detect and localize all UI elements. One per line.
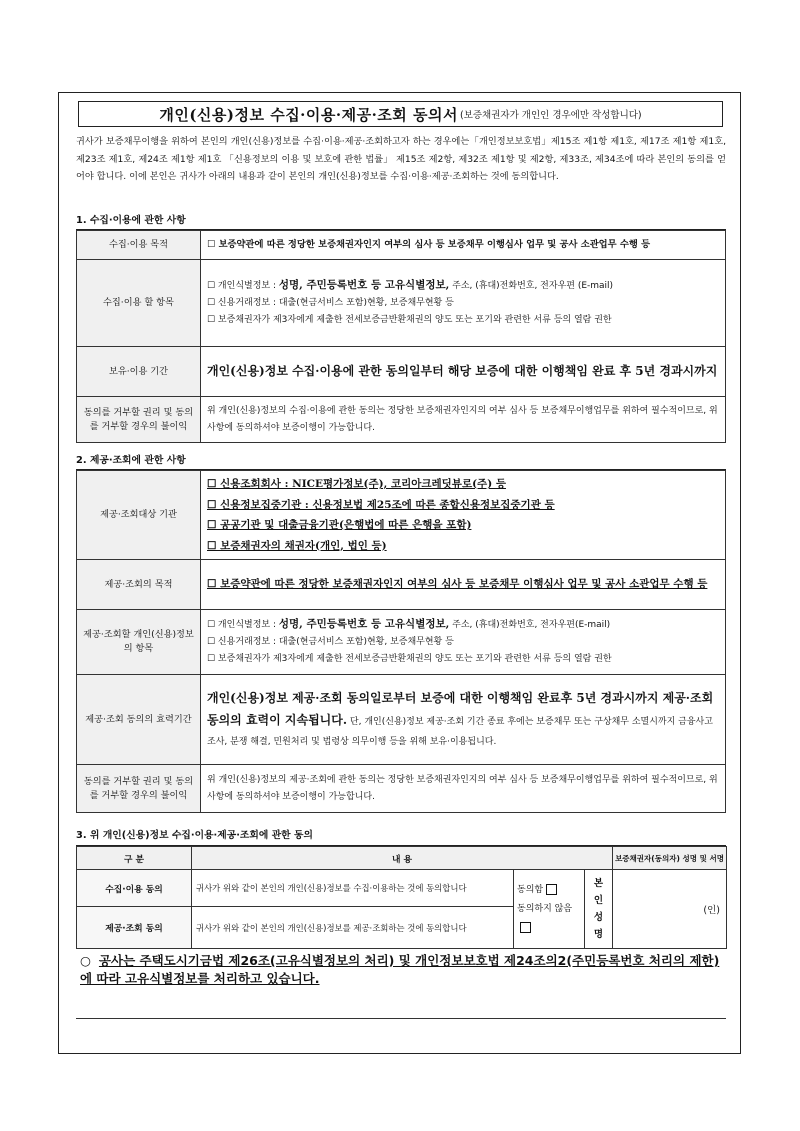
consent-header-category: 구 분 bbox=[77, 847, 192, 870]
s2-institution-1: ☐ 신용조회회사 : NICE평가정보(주), 코리아크레딧뷰로(주) 등 bbox=[207, 478, 506, 490]
section3-heading: 3. 위 개인(신용)정보 수집·이용·제공·조회에 관한 동의 bbox=[76, 830, 313, 841]
disagree-checkbox[interactable] bbox=[520, 922, 531, 933]
s1-refusal-label: 동의를 거부할 권리 및 동의를 거부할 경우의 불이익 bbox=[77, 397, 201, 443]
s2-institution-4: ☐ 보증채권자의 채권자(개인, 법인 등) bbox=[207, 539, 387, 552]
s2-items-content bbox=[201, 610, 726, 675]
s2-items-line3: ☐ 보증채권자가 제3자에게 제출한 전세보증금반환채권의 양도 또는 포기와 관련한 서류 등의 열람 권한 bbox=[207, 654, 612, 664]
s2-effect-text: 개인(신용)정보 제공·조회 동의일로부터 보증에 대한 이행책임 완료후 5년 경과시까지 제공·조회 동의의 효력이 지속됩니다. 단, 개인(신용)정보 제공·조회 기간 종료 후에는 보증채무 또는 구상채무 소멸시까지 금융사고 조사, 분쟁 해결, 민원처리 및 법령상 의무이행 등을 위해 보유·이용됩니다. bbox=[201, 675, 726, 765]
s2-purpose-text: ☐ 보증약관에 따른 정당한 보증채권자인지 여부의 심사 등 보증채무 이행심사 업무 및 공사 소관업무 수행 등 bbox=[201, 560, 726, 610]
person-name-label: 본인성명 bbox=[585, 870, 613, 949]
document-title bbox=[78, 101, 723, 127]
s1-items-line1: ☐ 개인식별정보 : 성명, 주민등록번호 등 고유식별정보, 주소, (휴대)전화번호, 전자우편 (E-mail) bbox=[207, 279, 614, 291]
seal-mark: (인) bbox=[703, 905, 720, 916]
s1-items-line3: ☐ 보증채권자가 제3자에게 제출한 전세보증금반환채권의 양도 또는 포기와 관련한 서류 등의 열람 권한 bbox=[207, 315, 612, 325]
s2-institution-2: ☐ 신용정보집중기관 : 신용정보법 제25조에 따른 종합신용정보집중기관 등 bbox=[207, 498, 555, 511]
consent-row2-label: 제공·조회 동의 bbox=[77, 907, 192, 949]
s2-institution-3: ☐ 공공기관 및 대출금융기관(은행법에 따른 은행을 포함) bbox=[207, 519, 472, 531]
title-subtitle: (보증채권자가 개인인 경우에만 작성합니다) bbox=[459, 110, 642, 121]
agree-checkbox[interactable] bbox=[546, 884, 557, 895]
s1-retention-label: 보유·이용 기간 bbox=[77, 347, 201, 397]
section1-heading: 1. 수집·이용에 관한 사항 bbox=[76, 215, 186, 226]
section2-table bbox=[76, 470, 726, 813]
notice-text: 공사는 주택도시기금법 제26조(고유식별정보의 처리) 및 개인정보보호법 제24조의2(주민등록번호 처리의 제한)에 따라 고유식별정보를 처리하고 있습니다. bbox=[80, 953, 720, 986]
consent-table bbox=[76, 846, 727, 949]
s2-items-line1: ☐ 개인식별정보 : 성명, 주민등록번호 등 고유식별정보, 주소, (휴대)전화번호, 전자우편(E-mail) bbox=[207, 618, 611, 630]
notice-bullet: ○ bbox=[80, 953, 91, 968]
s1-items-content bbox=[201, 260, 726, 347]
consent-row1-text: 귀사가 위와 같이 본인의 개인(신용)정보를 수집·이용하는 것에 동의합니다 bbox=[192, 870, 514, 907]
s2-purpose-label: 제공·조회의 목적 bbox=[77, 560, 201, 610]
s2-items-label: 제공·조회할 개인(신용)정보의 항목 bbox=[77, 610, 201, 675]
s1-retention-text: 개인(신용)정보 수집·이용에 관한 동의일부터 해당 보증에 대한 이행책임 완료 후 5년 경과시까지 bbox=[201, 347, 726, 397]
intro-paragraph: 귀사가 보증채무이행을 위하여 본인의 개인(신용)정보를 수집·이용·제공·조회하고자 하는 경우에는「개인정보보호법」제15조 제1항 제1호, 제17조 제1항 제1호, 제23조 제1호, 제24조 제1항 제1호 「신용정보의 이용 및 보호에 관한 법률」 제15조 제2항, 제32조 제1항 및 제2항, 제33조, 제34조에 따라 본인의 동의를 얻어야 합니다. 이에 본인은 귀사가 아래의 내용과 같이 본인의 개인(신용)정보를 수집·이용·제공·조회하는 것에 동의합니다. bbox=[76, 136, 726, 182]
s2-items-line2: ☐ 신용거래정보 : 대출(현금서비스 포함)현황, 보증채무현황 등 bbox=[207, 637, 454, 647]
notice-block bbox=[80, 952, 730, 988]
section2-heading: 2. 제공·조회에 관한 사항 bbox=[76, 455, 186, 466]
s2-institutions-content bbox=[201, 471, 726, 560]
section1-table bbox=[76, 230, 726, 443]
consent-row1-label: 수집·이용 동의 bbox=[77, 870, 192, 907]
consent-choice-cell bbox=[514, 870, 585, 949]
s1-items-line2: ☐ 신용거래정보 : 대출(현금서비스 포함)현황, 보증채무현황 등 bbox=[207, 298, 454, 308]
title-main: 개인(신용)정보 수집·이용·제공·조회 동의서 bbox=[159, 105, 458, 124]
consent-row2-text: 귀사가 위와 같이 본인의 개인(신용)정보를 제공·조회하는 것에 동의합니다 bbox=[192, 907, 514, 949]
consent-header-sign: 보증채권자(동의자) 성명 및 서명 bbox=[613, 847, 727, 870]
s2-refusal-text: 위 개인(신용)정보의 제공·조회에 관한 동의는 정당한 보증채권자인지의 여부 심사 등 보증채무이행업무를 위하여 필수적이므로, 위 사항에 동의하셔야 보증이행이 가능합니다. bbox=[201, 765, 726, 813]
s2-refusal-label: 동의를 거부할 권리 및 동의를 거부할 경우의 불이익 bbox=[77, 765, 201, 813]
signature-field[interactable] bbox=[613, 870, 727, 949]
agree-option[interactable]: 동의함 bbox=[517, 881, 581, 900]
consent-header-content: 내 용 bbox=[192, 847, 613, 870]
s1-items-label: 수집·이용 할 항목 bbox=[77, 260, 201, 347]
s2-institutions-label: 제공·조회대상 기관 bbox=[77, 471, 201, 560]
notice-underline bbox=[76, 1018, 726, 1019]
s1-refusal-text: 위 개인(신용)정보의 수집·이용에 관한 동의는 정당한 보증채권자인지의 여부 심사 등 보증채무이행업무를 위하여 필수적이므로, 위 사항에 동의하셔야 보증이행이 가능합니다. bbox=[201, 397, 726, 443]
disagree-option[interactable]: 동의하지 않음 bbox=[517, 900, 581, 938]
s1-purpose-label: 수집·이용 목적 bbox=[77, 231, 201, 260]
s1-purpose-text: ☐ 보증약관에 따른 정당한 보증채권자인지 여부의 심사 등 보증채무 이행심사 업무 및 공사 소관업무 수행 등 bbox=[201, 231, 726, 260]
s2-effect-label: 제공·조회 동의의 효력기간 bbox=[77, 675, 201, 765]
